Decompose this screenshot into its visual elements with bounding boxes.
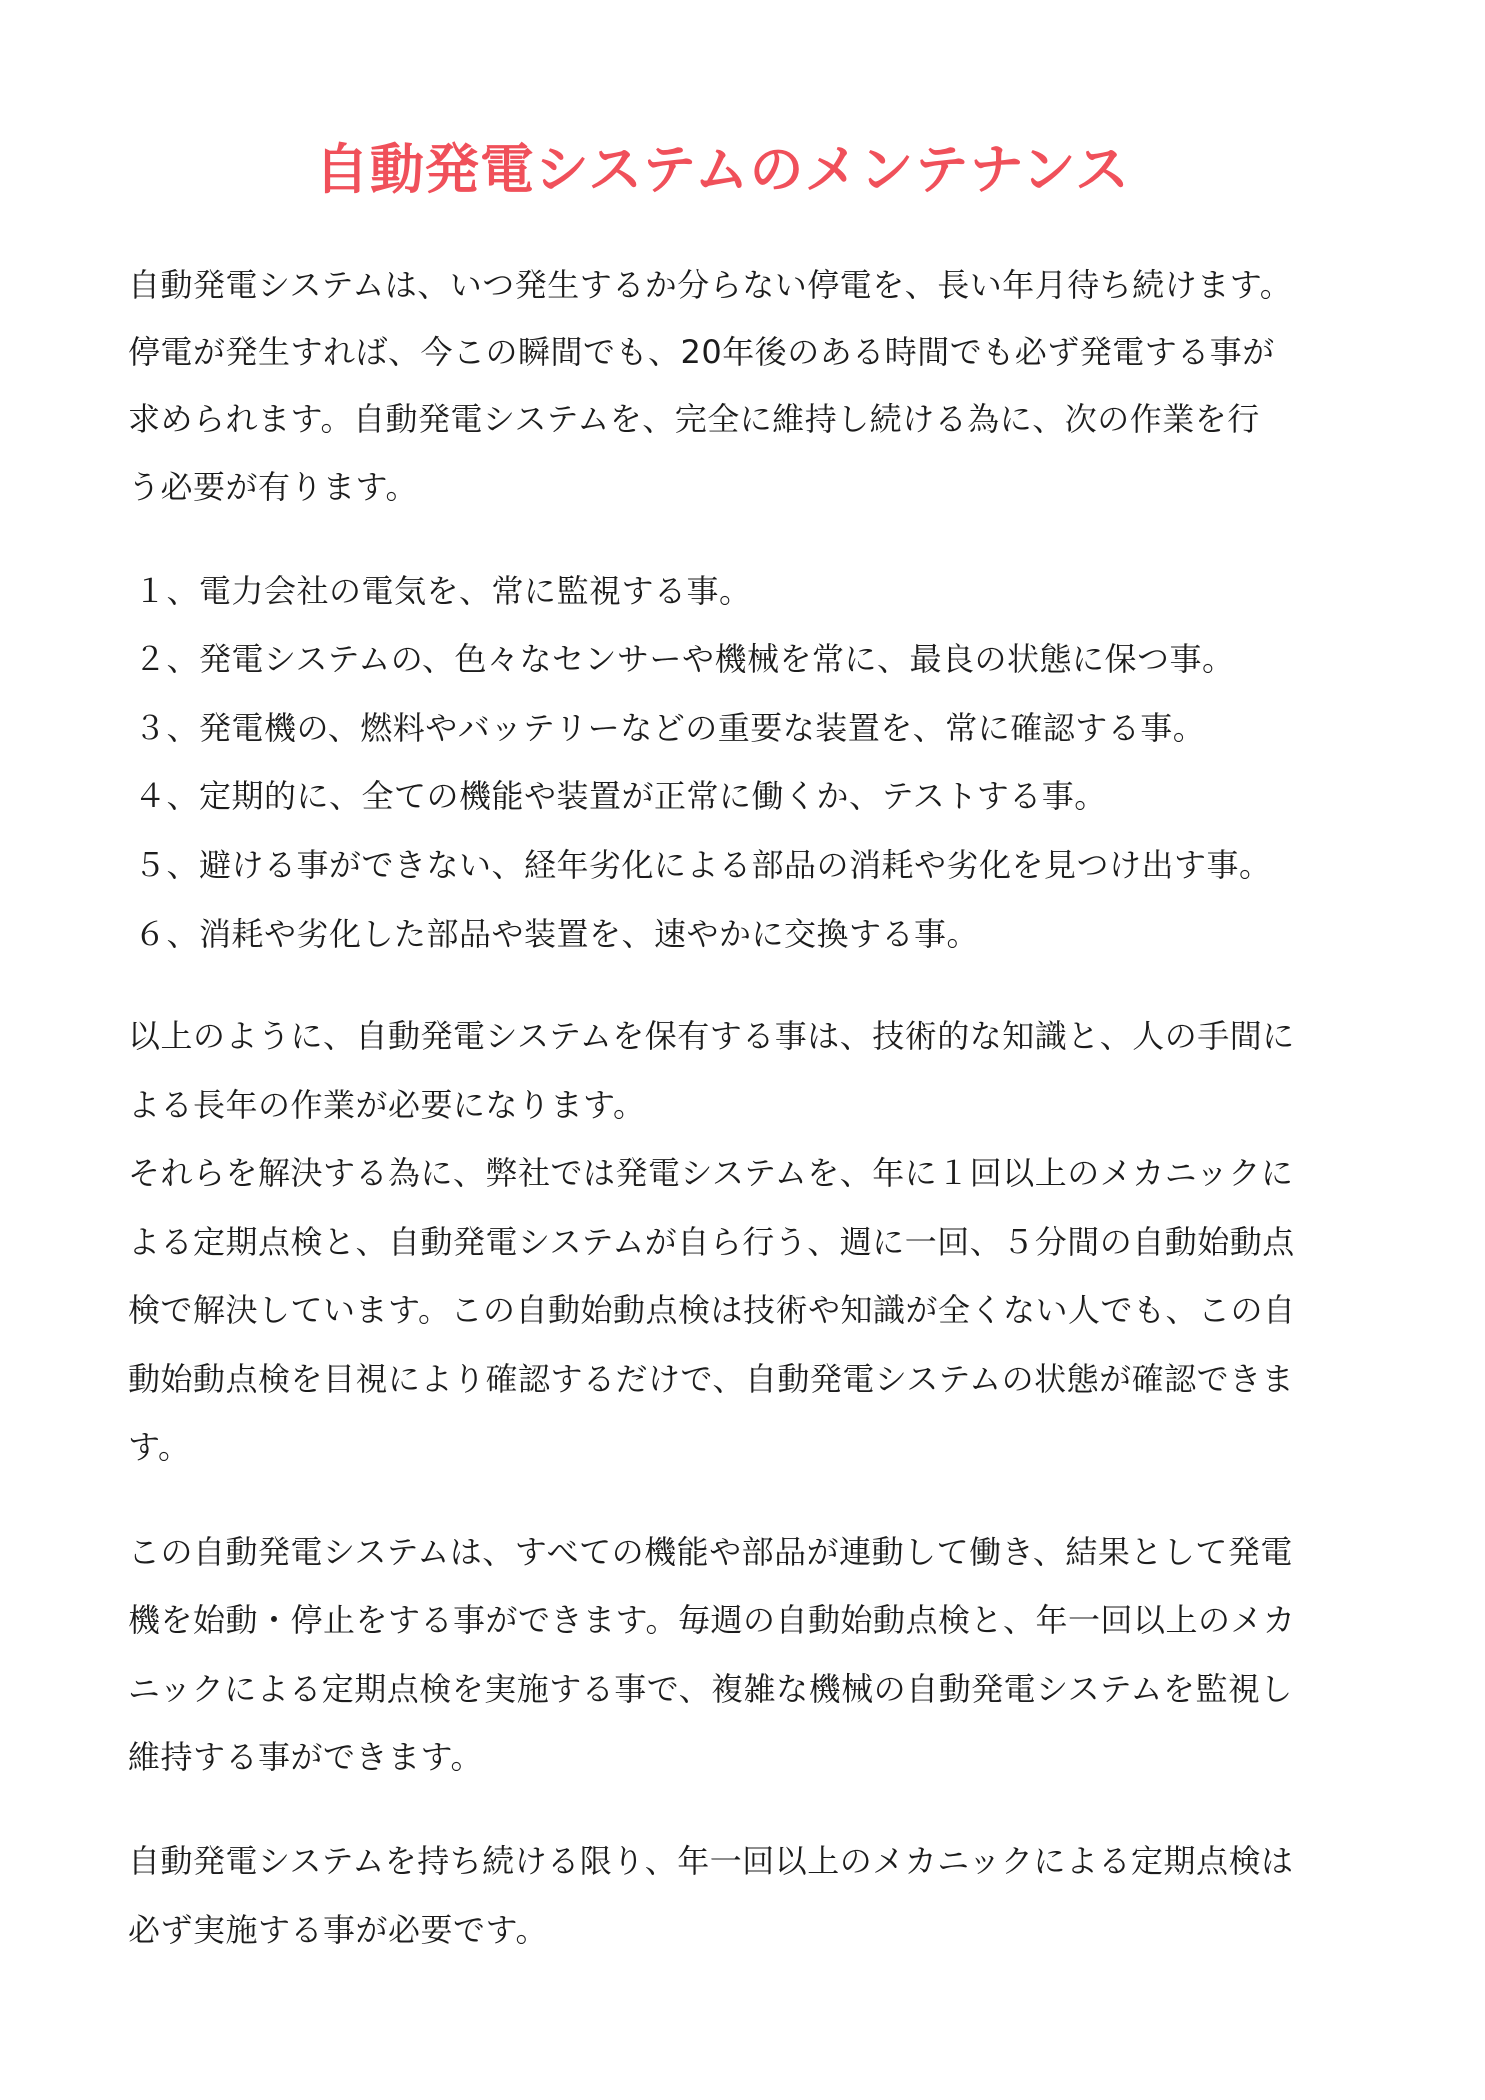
conclusion-line-1: 自動発電システムを持ち続ける限り、年一回以上のメカニックによる定期点検は — [128, 1842, 1294, 1880]
task-item-5: ５、避ける事ができない、経年劣化による部品の消耗や劣化を見つけ出す事。 — [134, 846, 1272, 884]
summary-line-1: 以上のように、自動発電システムを保有する事は、技術的な知識と、人の手間に — [128, 1017, 1295, 1055]
task-item-6: ６、消耗や劣化した部品や装置を、速やかに交換する事。 — [134, 915, 980, 953]
summary-line-3: それらを解決する為に、弊社では発電システムを、年に１回以上のメカニックに — [128, 1154, 1294, 1192]
task-item-3: ３、発電機の、燃料やバッテリーなどの重要な装置を、常に確認する事。 — [134, 709, 1206, 747]
summary-line-5: 検で解決しています。この自動始動点検は技術や知識が全くない人でも、この自 — [128, 1291, 1296, 1329]
intro-line-4: う必要が有ります。 — [128, 468, 418, 506]
operation-line-1: この自動発電システムは、すべての機能や部品が連動して働き、結果として発電 — [128, 1533, 1293, 1571]
task-item-2: ２、発電システムの、色々なセンサーや機械を常に、最良の状態に保つ事。 — [134, 640, 1235, 678]
intro-line-1: 自動発電システムは、いつ発生するか分らない停電を、長い年月待ち続けます。 — [128, 266, 1293, 304]
conclusion-line-2: 必ず実施する事が必要です。 — [128, 1911, 548, 1949]
summary-line-4: よる定期点検と、自動発電システムが自ら行う、週に一回、５分間の自動始動点 — [128, 1223, 1295, 1261]
intro-line-3: 求められます。自動発電システムを、完全に維持し続ける為に、次の作業を行 — [128, 400, 1260, 438]
summary-line-7: す。 — [128, 1428, 191, 1466]
task-item-1: １、電力会社の電気を、常に監視する事。 — [134, 572, 752, 610]
intro-line-2: 停電が発生すれば、今この瞬間でも、20年後のある時間でも必ず発電する事が — [128, 333, 1275, 371]
document-title: 自動発電システムのメンテナンス — [314, 138, 1131, 201]
operation-line-3: ニックによる定期点検を実施する事で、複雑な機械の自動発電システムを監視し — [128, 1670, 1293, 1708]
summary-line-2: よる長年の作業が必要になります。 — [128, 1086, 646, 1124]
summary-line-6: 動始動点検を目視により確認するだけで、自動発電システムの状態が確認できま — [128, 1360, 1295, 1398]
operation-line-4: 維持する事ができます。 — [128, 1738, 483, 1776]
operation-line-2: 機を始動・停止をする事ができます。毎週の自動始動点検と、年一回以上のメカ — [128, 1601, 1296, 1639]
task-item-4: ４、定期的に、全ての機能や装置が正常に働くか、テストする事。 — [134, 777, 1107, 815]
